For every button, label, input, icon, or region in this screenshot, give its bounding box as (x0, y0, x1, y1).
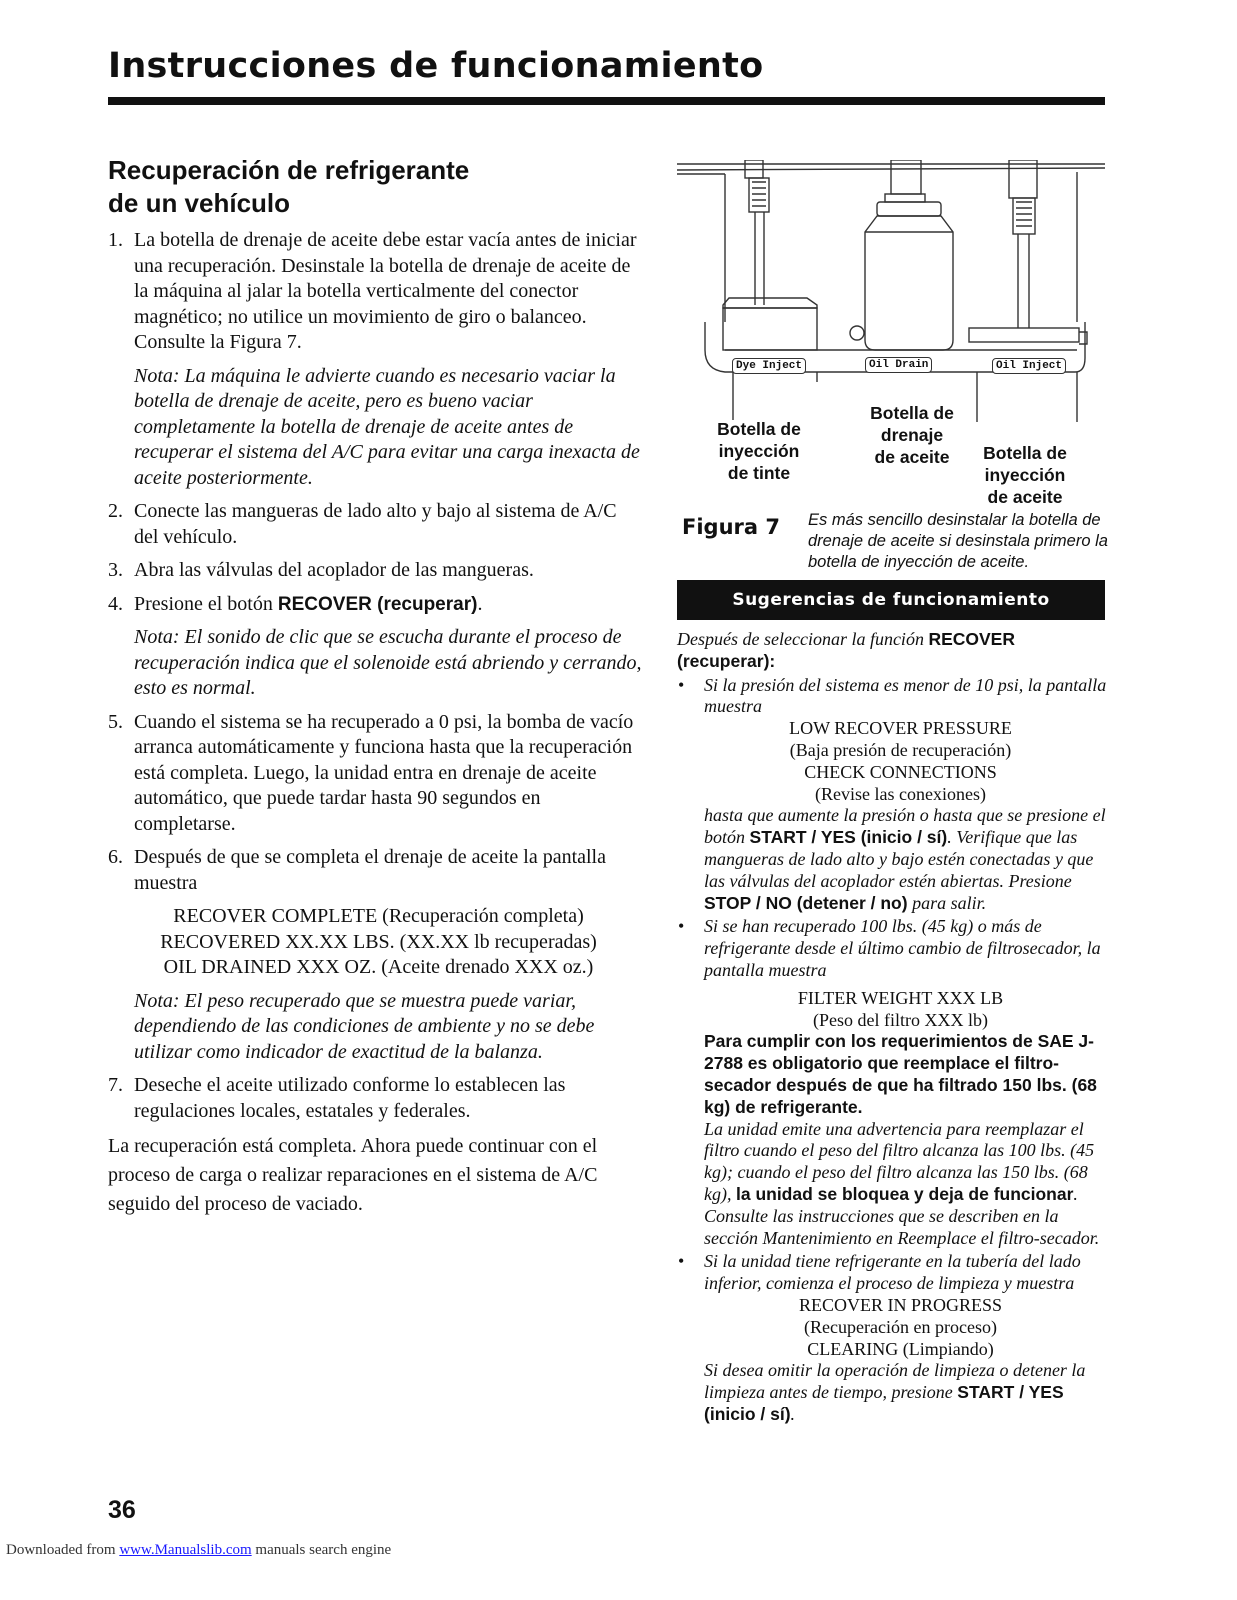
dye-inject-tag: Dye Inject (732, 358, 806, 374)
tip-text: para salir. (907, 892, 987, 913)
display-line: RECOVER COMPLETE (Recuperación completa) (173, 905, 584, 927)
display-line: RECOVERED XX.XX LBS. (XX.XX lb recuperadas) (160, 930, 597, 953)
page-number: 36 (108, 1496, 136, 1524)
step-number: 6. (108, 846, 123, 868)
display-line: LOW RECOVER PRESSURE (789, 718, 1012, 739)
download-footer (6, 1542, 391, 1559)
oil-inject-tag: Oil Inject (992, 358, 1066, 374)
tip-lead: Si la presión del sistema es menor de 10 psi, la pantalla muestra (704, 674, 1107, 717)
stop-no-button-name: STOP / NO (detener / no) (704, 892, 908, 913)
label-line: inyección (718, 441, 800, 461)
label-line: de tinte (727, 463, 791, 483)
figure-caption: Es más sencillo desinstalar la botella de drenaje de aceite si desinstala primero la botella de inyección de aceite. (808, 511, 1108, 571)
step-text-part: Presione el botón (134, 592, 278, 615)
oil-drain-tag: Oil Drain (865, 357, 932, 373)
step-item (108, 499, 643, 550)
figure-7 (677, 160, 1108, 580)
label-line: drenaje (880, 425, 944, 445)
tip-bold-text: la unidad se bloquea y deja de funcionar (735, 1183, 1074, 1204)
start-yes-button-name: START / YES (inicio / sí) (749, 827, 948, 848)
step-item (108, 845, 643, 1065)
step-text: Abra las válvulas del acoplador de las mangueras. (134, 559, 534, 581)
oil-inject-bottle-label (961, 442, 1089, 508)
tip-item (677, 1251, 1107, 1425)
tips-intro-text: Después de seleccionar la función (677, 629, 929, 649)
footer-prefix: Downloaded from (6, 1542, 120, 1558)
bullet: • (678, 674, 685, 695)
tip-item (677, 675, 1107, 915)
section-heading (108, 154, 643, 220)
tips-header: Sugerencias de funcionamiento (677, 580, 1105, 620)
step-text: Cuando el sistema se ha recuperado a 0 psi, la bomba de vacío arranca automáticamente y funciona hasta que la recuperación está completa. Luego, la unidad entra en drenaje de aceite automático, que puede tardar hasta 90 segundos en completarse. (134, 710, 634, 835)
step-note: Nota: El sonido de clic que se escucha durante el proceso de recuperación indica que el solenoide está abriendo y cerrando, esto es normal. (134, 626, 642, 699)
tips-intro (677, 629, 1107, 673)
tip-text: Si desea omitir la operación de limpieza o detener la limpieza antes de tiempo, presione (704, 1360, 1086, 1403)
label-line: de aceite (987, 487, 1063, 507)
step-item (108, 558, 643, 584)
section-heading-line-2: de un vehículo (108, 188, 291, 218)
step-item (108, 1073, 643, 1124)
tip-lead: Si la unidad tiene refrigerante en la tubería del lado inferior, comienza el proceso de limpieza y muestra (704, 1251, 1081, 1294)
step-number: 7. (108, 1074, 123, 1096)
tips-body (677, 629, 1107, 1426)
display-line: (Peso del filtro XXX lb) (813, 1009, 988, 1030)
footer-suffix: manuals search engine (251, 1542, 392, 1558)
drain-bottle-label (849, 402, 975, 468)
label-line: inyección (984, 465, 1066, 485)
step-note: Nota: La máquina le advierte cuando es necesario vaciar la botella de drenaje de aceite, pero es bueno vaciar completamente la botella de drenaje de aceite antes de recuperar el sistema del A/C para evitar una carga inexacta de aceite posteriormente. (134, 364, 640, 489)
tip-text: hasta que aumente la presión o hasta que se presione el botón (704, 805, 1106, 848)
closing-paragraph: La recuperación está completa. Ahora puede continuar con el proceso de carga o realizar reparaciones en el sistema de A/C seguido del proceso de vaciado. (108, 1135, 598, 1215)
step-text (134, 592, 643, 618)
page-title: Instrucciones de funcionamiento (108, 46, 764, 86)
label-line: Botella de (717, 419, 801, 439)
tip-text: . (790, 1403, 796, 1424)
display-message (704, 1295, 1107, 1360)
display-line: (Baja presión de recuperación) (789, 739, 1012, 760)
display-message (134, 904, 643, 981)
display-message (704, 988, 1107, 1032)
step-number: 1. (108, 229, 123, 251)
display-line: OIL DRAINED XXX OZ. (Aceite drenado XXX oz.) (163, 956, 594, 978)
step-text: Después de que se completa el drenaje de aceite la pantalla muestra (134, 846, 606, 894)
step-text: Deseche el aceite utilizado conforme lo establecen las regulaciones locales, estatales y federales. (134, 1074, 566, 1122)
tip-after (704, 1360, 1107, 1425)
display-line: (Recuperación en proceso) (804, 1316, 997, 1337)
tip-text: . Verifique que las mangueras de lado alto y bajo estén conectadas y que las válvulas del acoplador estén abiertas. Presione (704, 827, 1094, 891)
step-list (108, 228, 643, 1124)
tip-after (704, 805, 1107, 914)
tip-warning: Para cumplir con los requerimientos de SAE J-2788 es obligatorio que reemplace el filtro-secador después de que ha filtrado 150 lbs. (68 kg) de refrigerante. (704, 1031, 1097, 1117)
left-column (108, 154, 643, 1219)
step-item (108, 710, 643, 838)
bullet: • (678, 916, 685, 937)
step-text: La botella de drenaje de aceite debe estar vacía antes de iniciar una recuperación. Desinstale la botella de drenaje de aceite de la máquina al jalar la botella verticalmente del conector magnético; no utilice un movimiento de giro o balanceo. Consulte la Figura 7. (134, 229, 637, 353)
tip-item (677, 916, 1107, 1249)
label-line: Botella de (983, 443, 1067, 463)
title-rule (108, 97, 1105, 105)
step-number: 4. (108, 592, 123, 615)
step-number: 5. (108, 710, 123, 733)
display-line: RECOVER IN PROGRESS (798, 1294, 1003, 1315)
display-line: CLEARING (Limpiando) (807, 1338, 994, 1359)
step-item (108, 228, 643, 491)
tips-intro-bold: RECOVER (recuperar): (677, 629, 1015, 671)
display-line: CHECK CONNECTIONS (804, 761, 997, 782)
display-line: (Revise las conexiones) (815, 783, 986, 804)
step-number: 3. (108, 559, 123, 581)
display-line: FILTER WEIGHT XXX LB (797, 987, 1004, 1008)
dye-bottle-label (695, 418, 823, 484)
step-item (108, 592, 643, 702)
label-line: Botella de (870, 403, 954, 423)
manualslib-link[interactable]: www.Manualslib.com (119, 1542, 252, 1558)
label-line: de aceite (874, 447, 950, 467)
bullet: • (678, 1251, 685, 1272)
step-note: Nota: El peso recuperado que se muestra puede variar, dependiendo de las condiciones de ambiente y no se debe utilizar como indicador de exactitud de la balanza. (134, 989, 595, 1063)
step-number: 2. (108, 500, 123, 522)
step-text-part: . (477, 592, 483, 615)
start-yes-button-name: START / YES (inicio / sí) (704, 1382, 1064, 1424)
step-text: Conecte las mangueras de lado alto y bajo al sistema de A/C del vehículo. (134, 500, 617, 548)
recover-button-name: RECOVER (recuperar) (277, 593, 478, 615)
display-message (704, 718, 1107, 805)
tip-text: La unidad emite una advertencia para reemplazar el filtro cuando el peso del filtro alcanza las 100 lbs. (45 kg); cuando el peso del filtro alcanza las 150 lbs. (68 kg), (704, 1118, 1095, 1204)
tip-after (704, 1119, 1107, 1250)
tip-text: . Consulte las instrucciones que se describen en la sección Mantenimiento en Reemplace el filtro-secador. (704, 1183, 1100, 1248)
section-heading-line-1: Recuperación de refrigerante (108, 155, 470, 185)
tip-lead: Si se han recuperado 100 lbs. (45 kg) o más de refrigerante desde el último cambio de filtrosecador, la pantalla muestra (704, 916, 1101, 980)
figure-label: Figura 7 (682, 515, 780, 539)
